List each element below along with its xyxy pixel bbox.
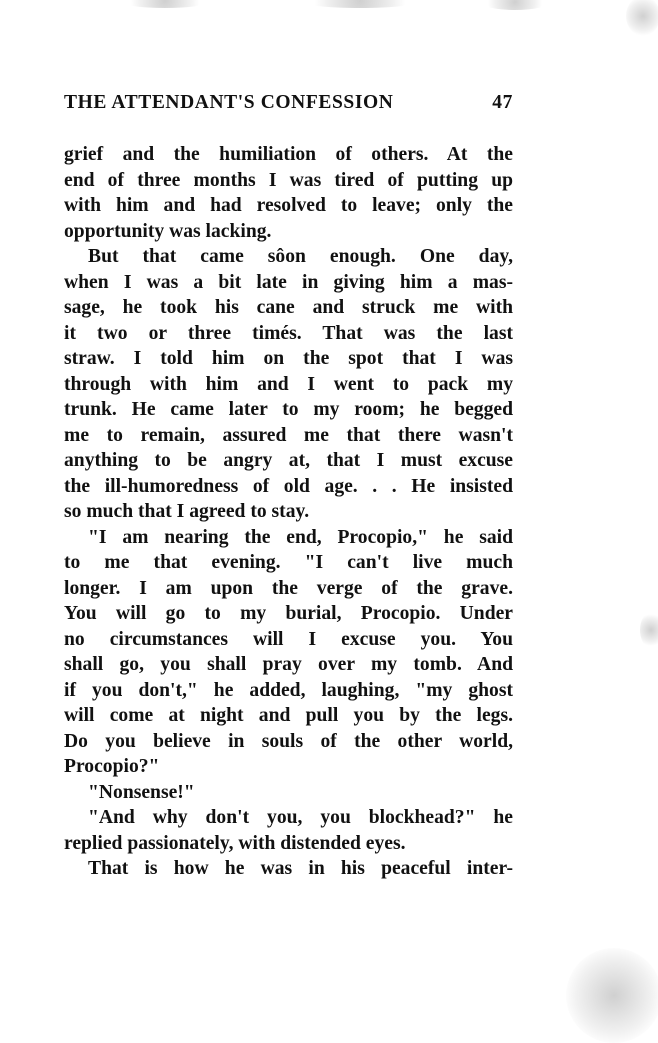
text-line: end of three months I was tired of putting up [64,169,513,191]
text-line: anything to be angry at, that I must excuse [64,450,513,471]
body-text [64,142,513,882]
text-line: if you don't," he added, laughing, "my ghost [64,679,513,701]
text-line: sage, he took his cane and struck me with [64,297,513,318]
scan-speck [566,948,658,1043]
text-line: Do you believe in souls of the other world, [64,730,513,752]
text-line: so much that I agreed to stay. [64,501,310,522]
scan-speck [300,0,420,8]
text-line: with him and had resolved to leave; only the [64,195,513,216]
text-line: That is how he was in his peaceful inter- [88,858,513,879]
running-title: THE ATTENDANT'S CONFESSION [64,92,394,113]
text-line: opportunity was lacking. [64,220,272,242]
text-line: me to remain, assured me that there wasn't [64,424,513,446]
text-line: straw. I told him on the spot that I was [64,348,513,369]
scan-speck [120,0,210,8]
scan-speck [480,0,550,10]
text-line: when I was a bit late in giving him a mas- [64,271,513,293]
running-header [64,92,513,114]
text-line: no circumstances will I excuse you. You [64,628,513,650]
text-line: to me that evening. "I can't live much [64,552,513,573]
text-line: "And why don't you, you blockhead?" he [88,807,513,828]
text-line: trunk. He came later to my room; he begged [64,399,513,420]
text-line: But that came sôon enough. One day, [88,246,513,267]
text-line: through with him and I went to pack my [64,373,513,395]
text-line: will come at night and pull you by the legs. [64,705,513,726]
text-line: the ill-humoredness of old age. . . He insisted [64,475,513,497]
text-line: grief and the humiliation of others. At the [64,144,513,165]
text-line: shall go, you shall pray over my tomb. And [64,654,513,675]
scan-speck [626,0,658,36]
page-number: 47 [492,92,513,113]
text-line: replied passionately, with distended eyes. [64,832,406,854]
text-line: "I am nearing the end, Procopio," he said [88,526,513,548]
text-line: You will go to my burial, Procopio. Under [64,603,513,624]
text-line: longer. I am upon the verge of the grave. [64,577,513,599]
text-line: Procopio?" [64,756,160,777]
text-line: "Nonsense!" [88,781,195,803]
scan-speck [640,612,658,648]
text-line: it two or three timés. That was the last [64,322,513,344]
